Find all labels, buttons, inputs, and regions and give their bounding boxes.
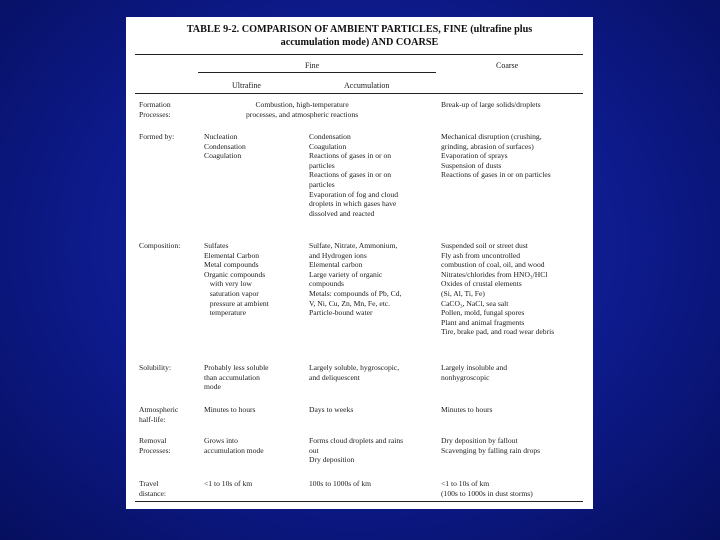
table-title-line-1: TABLE 9-2. COMPARISON OF AMBIENT PARTICLES, FINE (ultrafine plus — [186, 24, 533, 35]
header-accumulation: Accumulation — [344, 81, 390, 90]
row-travel-accumulation: 100s to 1000s of km — [309, 479, 372, 488]
table-title-line-2: accumulation mode) AND COARSE — [280, 37, 439, 48]
row-solubility-coarse: Largely insoluble and nonhygroscopic — [441, 363, 508, 382]
row-half-life-accumulation: Days to weeks — [309, 405, 354, 414]
row-half-life-ultrafine: Minutes to hours — [204, 405, 256, 414]
row-formed-by-ultrafine: Nucleation Condensation Coagulation — [204, 132, 246, 161]
header-coarse: Coarse — [496, 61, 519, 70]
header-fine: Fine — [305, 61, 320, 70]
slide-panel — [126, 17, 593, 509]
rule-header-bottom — [135, 93, 583, 94]
row-removal-label: Removal Processes: — [139, 436, 171, 455]
row-solubility-label: Solubility: — [139, 363, 172, 372]
row-formed-by-label: Formed by: — [139, 132, 175, 141]
row-solubility-ultrafine: Probably less soluble than accumulation mode — [204, 363, 269, 392]
row-half-life-label: Atmospheric half-life: — [139, 405, 179, 424]
row-solubility-accumulation: Largely soluble, hygroscopic, and deliquescent — [309, 363, 400, 382]
rule-fine-underline — [198, 72, 436, 73]
header-ultrafine: Ultrafine — [232, 81, 261, 90]
row-formed-by-coarse: Mechanical disruption (crushing, grinding, abrasion of surfaces) Evaporation of sprays Suspension of dusts Reactions of gases in or on particles — [441, 132, 551, 180]
row-formed-by-accumulation: Condensation Coagulation Reactions of gases in or on particles Reactions of gases in or on particles Evaporation of fog and cloud droplets in which gases have dissolved and reacted — [309, 132, 398, 218]
row-half-life-coarse: Minutes to hours — [441, 405, 493, 414]
row-removal-coarse: Dry deposition by fallout Scavenging by falling rain drops — [441, 436, 541, 455]
rule-top — [135, 54, 583, 55]
row-composition-coarse: Suspended soil or street dust Fly ash from uncontrolled combustion of coal, oil, and wood Nitrates/chlorides from HNO₃/HCl Oxides of crustal elements (Si, Al, Ti, Fe) CaCO₃, NaCl, sea salt Pollen, mold, fungal spores Plant and animal fragments Tire, brake pad, and road wear debris — [441, 241, 555, 337]
row-travel-coarse: <1 to 10s of km (100s to 1000s in dust storms) — [441, 479, 533, 498]
row-formation-coarse: Break-up of large solids/droplets — [441, 100, 541, 109]
row-formation-label: Formation Processes: — [139, 100, 171, 119]
row-travel-label: Travel distance: — [139, 479, 166, 498]
row-composition-ultrafine: Sulfates Elemental Carbon Metal compounds Organic compounds with very low saturation vapor pressure at ambient temperature — [204, 241, 269, 318]
row-composition-accumulation: Sulfate, Nitrate, Ammonium, and Hydrogen ions Elemental carbon Large variety of organic compounds Metals: compounds of Pb, Cd, V, Ni, Cu, Zn, Mn, Fe, etc. Particle-bound water — [309, 241, 402, 318]
rule-bottom — [135, 501, 583, 502]
row-removal-accumulation: Forms cloud droplets and rains out Dry deposition — [309, 436, 404, 465]
row-travel-ultrafine: <1 to 10s of km — [204, 479, 253, 488]
table-title — [126, 23, 593, 49]
row-composition-label: Composition: — [139, 241, 181, 250]
row-formation-fine: Combustion, high-temperature processes, and atmospheric reactions — [246, 100, 359, 119]
row-removal-ultrafine: Grows into accumulation mode — [204, 436, 264, 455]
